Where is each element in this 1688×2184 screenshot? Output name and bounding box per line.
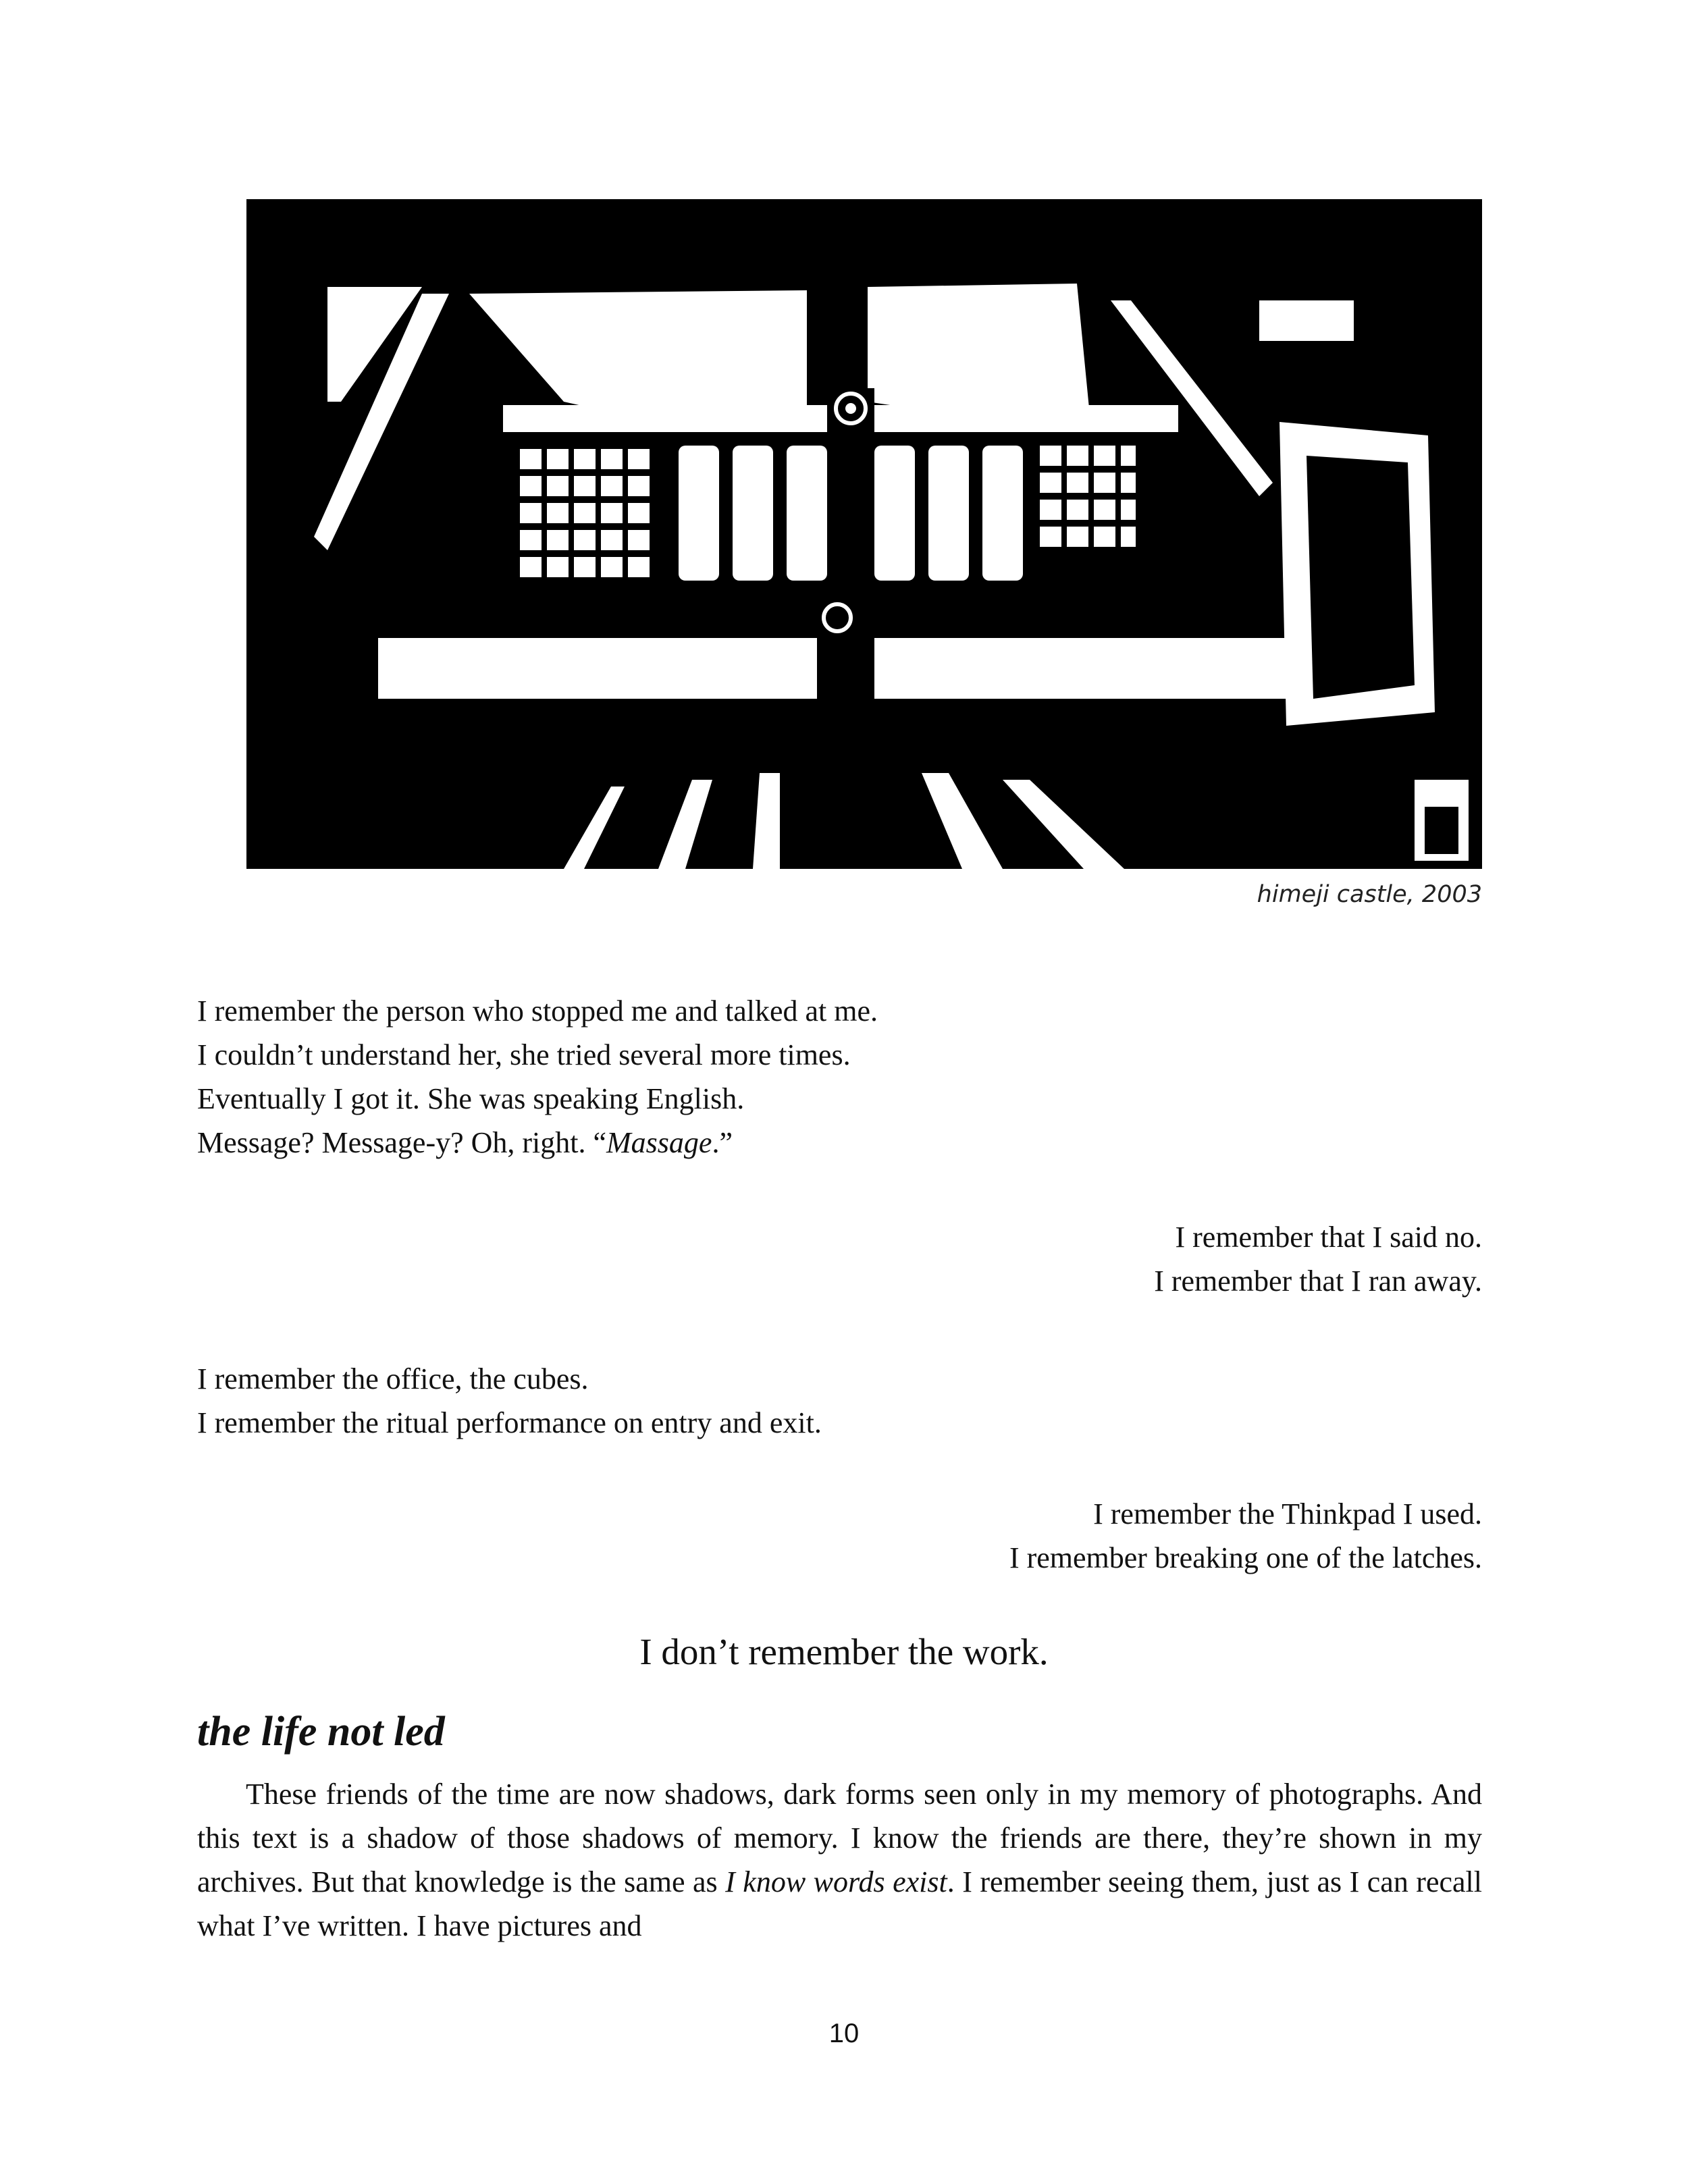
poem-line: I couldn’t understand her, she tried several more times.	[197, 1038, 851, 1071]
stanza-thinkpad	[1009, 1492, 1482, 1580]
poem-line: I remember that I said no.	[1175, 1221, 1482, 1254]
poem-line-massage	[197, 1121, 878, 1165]
poem-line: I remember the Thinkpad I used.	[1093, 1497, 1482, 1530]
poem-center-line: I don’t remember the work.	[639, 1631, 1049, 1672]
stanza-massage	[197, 989, 878, 1165]
poem-line-text: .”	[712, 1126, 733, 1159]
poem-line: I remember breaking one of the latches.	[1009, 1541, 1482, 1574]
stanza-office	[197, 1357, 822, 1445]
poem-line-text: Message? Message-y? Oh, right. “	[197, 1126, 607, 1159]
poem-line: Eventually I got it. She was speaking English.	[197, 1082, 745, 1115]
figure-caption: himeji castle, 2003	[1257, 881, 1482, 908]
paragraph-text: These friends of the time are now shadows, dark forms seen only in my memory of photographs. And this text is a shadow of those shadows of memory. I know the friends are there, they’re shown in my archives. But that knowledge is the same as	[197, 1778, 1482, 1898]
stanza-ran-away	[1154, 1215, 1482, 1303]
paragraph-emphasis: I know words exist	[725, 1865, 947, 1898]
poem-line: I remember that I ran away.	[1154, 1264, 1482, 1298]
castle-illustration	[246, 199, 1482, 869]
section-heading: the life not led	[197, 1709, 445, 1755]
page-number: 10	[828, 2019, 860, 2048]
poem-line: I remember the office, the cubes.	[197, 1362, 589, 1395]
paragraph-text: . I remember seeing them, just as I can recall what I’ve written. I have pictures and	[197, 1865, 1482, 1942]
poem-line-emphasis: Massage	[606, 1126, 712, 1159]
poem-line: I remember the person who stopped me and talked at me.	[197, 994, 878, 1028]
poem-line: I remember the ritual performance on entry and exit.	[197, 1406, 822, 1439]
body-paragraph	[197, 1772, 1482, 1948]
